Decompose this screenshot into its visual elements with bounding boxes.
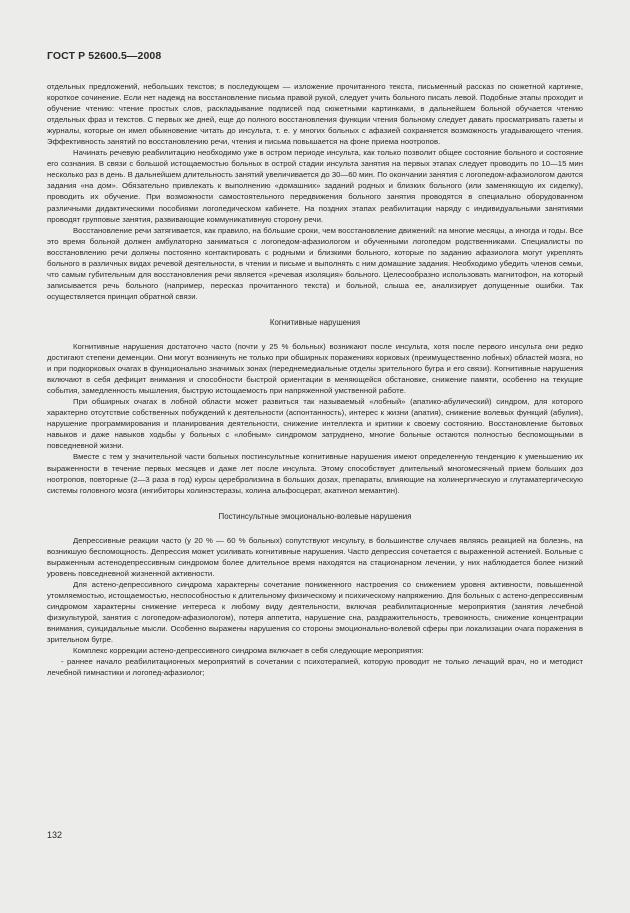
body-paragraph: отдельных предложений, небольших текстов; в последующем — изложение прочитанного текста, письменный рассказ по сюжетной картинке, короткое сочинение. Если нет надежд на восстановление письма правой рукой, следует учить больного писать левой. Подобные этапы проходит и обучение чтению: чтение простых слов, раскладывание подписей под сюжетными картинками, в дальнейшем больной обучается чтению отдельных фраз и текстов. С первых же дней, еще до полного восстановления функции чтения больному следует давать просматривать газеты и журналы, которые он имел обыкновение читать до инсульта, т. е. у многих больных с афазией сохраняется возможность угадывающего чтения. Эффективность занятий по восстановлению речи, чтения и письма повышается на фоне приема ноотропов. xyxy=(47,82,583,147)
body-paragraph: Восстановление речи затягивается, как правило, на бо́льшие сроки, чем восстановление движений: на многие месяцы, а иногда и годы. Все это время больной должен амбулаторно заниматься с логопедом-афазиологом и обученными логопедом родственниками. Специалисты по восстановлению речи должны постоянно контактировать с родными и близкими больного, которые по заданию афазиолога могут укреплять больного в различных видах речевой деятельности, в чтении и письме и выполнять с ним домашние задания. Необходимо убедить членов семьи, что самым губительным для восстановления речи является «речевая изоляция» больного. Целесообразно использовать магнитофон, на который записывается речь больного (например, пересказ прочитанного текста) и больной, слыша ее, анализирует допущенные ошибки. Так осуществляется принцип обратной связи. xyxy=(47,225,583,301)
list-item: - раннее начало реабилитационных мероприятий в сочетании с психотерапией, которую проводит не только лечащий врач, но и методист лечебной гимнастики и логопед-афазиолог; xyxy=(47,657,583,678)
section-heading-emotional: Постинсультные эмоционально-волевые нарушения xyxy=(218,511,412,521)
body-paragraph: Когнитивные нарушения достаточно часто (почти у 25 % больных) возникают после инсульта, хотя после первого инсульта они редко достигают степени деменции. Они могут возникнуть не только при обширных поражениях корковых (преимущественно лобных) областей мозга, но и при подкорковых очагах в функционально значимых зонах (переднемедиальные отделы зрительного бугра и его связи). Когнитивные нарушения включают в себя дефицит внимания и способности быстрой ориентации в меняющейся обстановке, снижение памяти, особенно на текущие события, замедленность мышления, быструю истощаемость при напряженной умственной работе. xyxy=(47,341,583,396)
body-paragraph: При обширных очагах в лобной области может развиться так называемый «лобный» (апатико-абулический) синдром, для которого характерно отсутствие собственных побуждений к деятельности (аспонтанность), интерес к жизни (апатия), снижение волевых функций (абулия), нарушение программирования и планирования деятельности, снижение интеллекта и критики к своему состоянию. Восстановление бытовых навыков и даже навыков ходьбы у больных с «лобным» синдромом затруднено, многие больные остаются полностью беспомощными в повседневной жизни. xyxy=(47,397,583,451)
body-paragraph: Вместе с тем у значительной части больных постинсультные когнитивные нарушения имеют определенную тенденцию к уменьшению их выраженности в течение первых месяцев и даже лет после инсульта. Этому способствует длительный многомесячный прием больших доз ноотропов, повторные (2—3 раза в год) курсы церебролизина в больших дозах, препараты, влияющие на холинергическую и глутаматергическую системы головного мозга (ингибиторы холинэстеразы, холина альфосцерат, акатинол мемантин). xyxy=(47,452,583,495)
body-paragraph: Депрессивные реакции часто (у 20 % — 60 % больных) сопутствуют инсульту, в большинстве случаев являясь реакцией на болезнь, на возникшую беспомощность. Депрессия может усиливать когнитивные нарушения. Часто депрессия сочетается с выраженной астенией. Больные с выраженным астенодепрессивным синдромом более длительное время находятся на стационарном лечении, у них наблюдается более низкий уровень повседневной жизненной активности. xyxy=(47,535,583,578)
body-paragraph: Для астено-депрессивного синдрома характерны сочетание пониженного настроения со снижением уровня активности, повышенной утомляемостью, истощаемостью, неспособностью к длительному физическому и психическому напряжению. Для больных с астено-депрессивным синдромом характерны снижение интереса к любому виду деятельности, включая реабилитационные мероприятия (занятия лечебной физкультурой, занятия с логопедом-афазиологом), потеря аппетита, нарушение сна, раздражительность, тревожность, снижение концентрации внимания, суицидальные мысли. Особенно выражены нарушения со стороны эмоционально-волевой сферы при локализации очага поражения в зрительном бугре. xyxy=(47,579,583,645)
page-number: 132 xyxy=(47,830,63,840)
standard-header: ГОСТ Р 52600.5—2008 xyxy=(47,50,162,62)
section-heading-cognitive: Когнитивные нарушения xyxy=(269,317,361,327)
body-paragraph: Начинать речевую реабилитацию необходимо уже в остром периоде инсульта, как только позволит общее состояние больного и состояние его сознания. В связи с большой истощаемостью больных в острой стадии инсульта занятия на первых этапах следует проводить по 10—15 мин несколько раз в день. В дальнейшем длительность занятий увеличивается до 30—60 мин. По окончании занятия с логопедом-афазиологом даются задания «на дом». Обязательно привлекать к выполнению «домашних» заданий родных и близких больного (или заменяющую их сиделку), проводить их обучение. При возможности самостоятельного передвижения больного занятия проводятся в специально оборудованном различными дидактическими пособиями логопедическом кабинете. На поздних этапах реабилитации наряду с индивидуальными занятиями проводят групповые занятия, развивающие коммуникативную сторону речи. xyxy=(47,148,583,224)
page-body xyxy=(47,81,583,678)
body-paragraph: Комплекс коррекции астено-депрессивного синдрома включает в себя следующие мероприятия: xyxy=(73,646,424,656)
